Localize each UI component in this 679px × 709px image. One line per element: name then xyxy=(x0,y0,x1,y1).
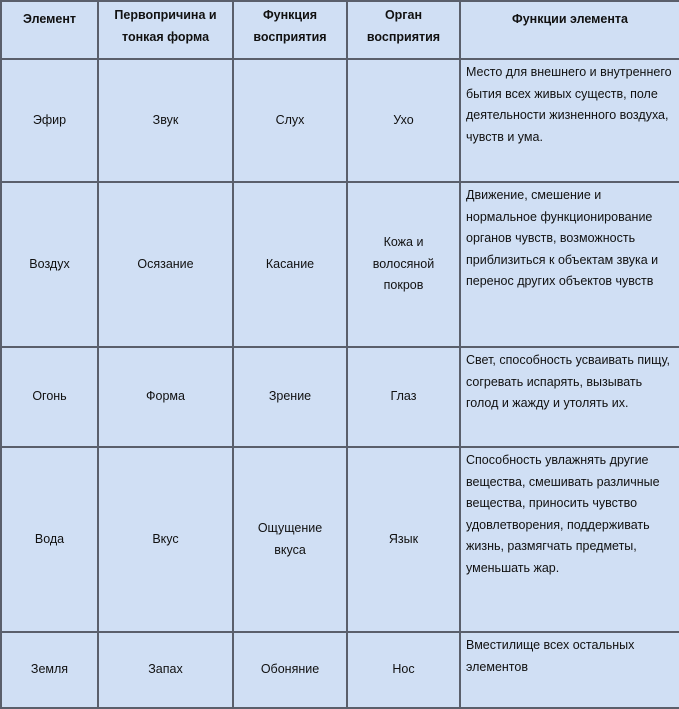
cell-functions: Вместилище всех остальных элементов xyxy=(460,632,679,708)
table-row xyxy=(1,447,679,632)
table-row xyxy=(1,182,679,347)
cell-functions: Движение, смешение и нормальное функционирование органов чувств, возможность приблизиться к объектам звука и перенос других объектов чувств xyxy=(460,182,679,347)
header-organ: Орган восприятия xyxy=(347,1,460,59)
cell-functions: Свет, способность усваивать пищу, согревать испарять, вызывать голод и жажду и утолять их. xyxy=(460,347,679,447)
cell-perception: Ощущение вкуса xyxy=(233,447,347,632)
table-row xyxy=(1,632,679,708)
cell-perception: Слух xyxy=(233,59,347,182)
header-cause: Первопричина и тонкая форма xyxy=(98,1,233,59)
cell-element: Огонь xyxy=(1,347,98,447)
header-element: Элемент xyxy=(1,1,98,59)
cell-element: Вода xyxy=(1,447,98,632)
cell-organ: Нос xyxy=(347,632,460,708)
cell-organ: Язык xyxy=(347,447,460,632)
cell-cause: Форма xyxy=(98,347,233,447)
header-perception: Функция восприятия xyxy=(233,1,347,59)
cell-functions: Способность увлажнять другие вещества, смешивать различные вещества, приносить чувство удовлетворения, поддерживать жизнь, размягчать предметы, уменьшать жар. xyxy=(460,447,679,632)
cell-element: Эфир xyxy=(1,59,98,182)
cell-perception: Обоняние xyxy=(233,632,347,708)
cell-element: Земля xyxy=(1,632,98,708)
table-row xyxy=(1,59,679,182)
header-functions: Функции элемента xyxy=(460,1,679,59)
cell-element: Воздух xyxy=(1,182,98,347)
cell-organ: Ухо xyxy=(347,59,460,182)
cell-cause: Осязание xyxy=(98,182,233,347)
cell-organ: Кожа и волосяной покров xyxy=(347,182,460,347)
cell-cause: Вкус xyxy=(98,447,233,632)
table-row xyxy=(1,347,679,447)
cell-cause: Запах xyxy=(98,632,233,708)
cell-perception: Зрение xyxy=(233,347,347,447)
cell-functions: Место для внешнего и внутреннего бытия всех живых существ, поле деятельности жизненного воздуха, чувств и ума. xyxy=(460,59,679,182)
cell-cause: Звук xyxy=(98,59,233,182)
cell-perception: Касание xyxy=(233,182,347,347)
cell-organ: Глаз xyxy=(347,347,460,447)
table-header-row xyxy=(1,1,679,59)
